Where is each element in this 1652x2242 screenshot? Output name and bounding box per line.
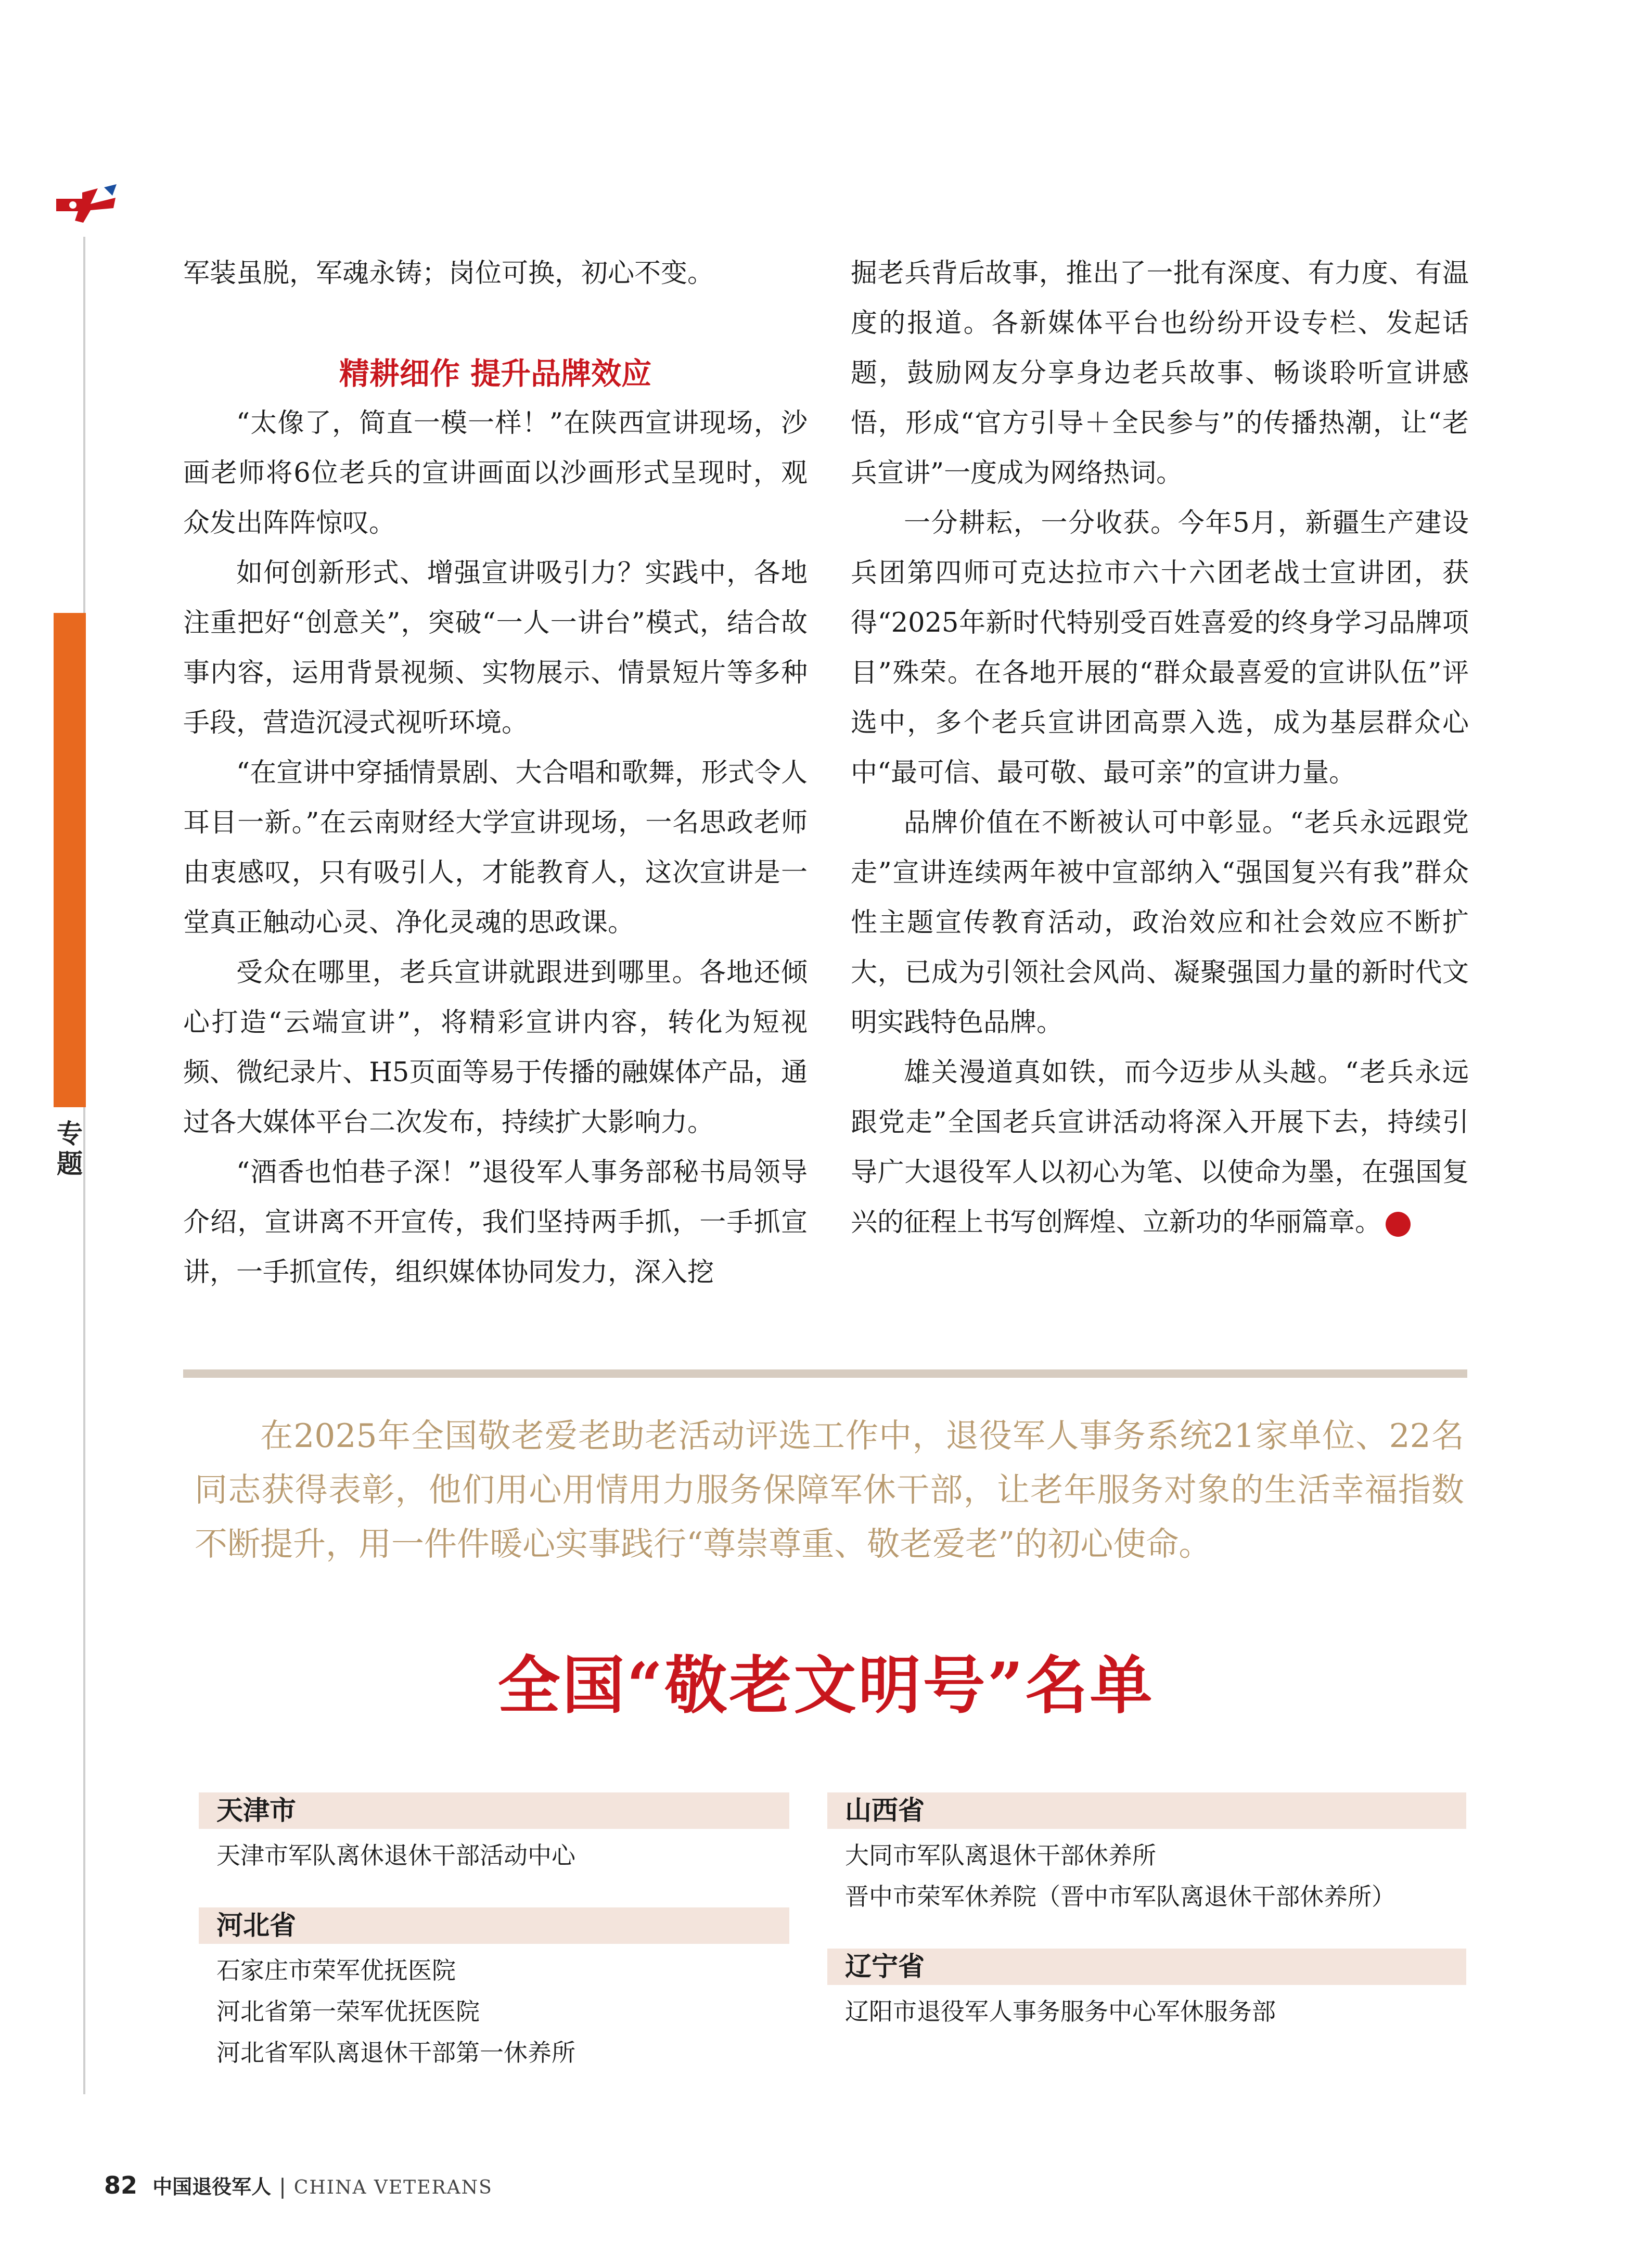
section-color-bar — [54, 613, 86, 1107]
intro-paragraph: 在2025年全国敬老爱老助老活动评选工作中，退役军人事务系统21家单位、22名同志获得表彰，他们用心用情用力服务保障军休干部，让老年服务对象的生活幸福指数不断提升，用一件件暖心实事践行“尊崇尊重、敬老爱老”的初心使命。 — [195, 1417, 1464, 1563]
body-paragraph — [183, 748, 808, 948]
paragraph-text: “在宣讲中穿插情景剧、大合唱和歌舞，形式令人耳目一新。”在云南财经大学宣讲现场，一名思政老师由衷感叹，只有吸引人，才能教育人，这次宣讲是一堂真正触动心灵、净化灵魂的思政课。 — [183, 758, 808, 938]
paragraph-text: 军装虽脱，军魂永铸；岗位可换，初心不变。 — [183, 258, 714, 289]
paragraph-text: 品牌价值在不断被认可中彰显。“老兵永远跟党走”宣讲连续两年被中宣部纳入“强国复兴有我”群众性主题宣传教育活动，政治效应和社会效应不断扩大，已成为引领社会风尚、凝聚强国力量的新时代文明实践特色品牌。 — [851, 808, 1469, 1038]
paragraph-text: 一分耕耘，一分收获。今年5月，新疆生产建设兵团第四师可克达拉市六十六团老战士宣讲团，获得“2025年新时代特别受百姓喜爱的终身学习品牌项目”殊荣。在各地开展的“群众最喜爱的宣讲队伍”评选中，多个老兵宣讲团高票入选，成为基层群众心中“最可信、最可敬、最可亲”的宣讲力量。 — [851, 508, 1469, 788]
list-item: 石家庄市荣军优抚医院 — [216, 1956, 456, 1984]
list-item: 天津市军队离休退休干部活动中心 — [216, 1841, 575, 1869]
body-paragraph — [183, 399, 808, 548]
body-paragraph — [183, 1148, 808, 1298]
body-paragraph — [851, 798, 1469, 1048]
province-heading: 辽宁省 — [827, 1949, 1466, 1985]
province-heading: 天津市 — [199, 1792, 789, 1829]
award-intro — [195, 1409, 1464, 1571]
article-column-left — [183, 249, 808, 1298]
body-paragraph — [183, 249, 808, 299]
article-column-right — [851, 249, 1469, 1248]
subheading: 精耕细作 提升品牌效应 — [339, 356, 652, 391]
magazine-name-en: CHINA VETERANS — [293, 2177, 493, 2198]
page-number: 82 — [104, 2171, 138, 2199]
section-divider — [183, 1369, 1467, 1378]
body-paragraph — [851, 1048, 1469, 1248]
magazine-logo-icon — [52, 182, 120, 226]
paragraph-text: “酒香也怕巷子深！”退役军人事务部秘书局领导介绍，宣讲离不开宣传，我们坚持两手抓，一手抓宣讲，一手抓宣传，组织媒体协同发力，深入挖 — [183, 1157, 808, 1288]
province-heading: 河北省 — [199, 1907, 789, 1944]
province-section — [827, 1792, 1466, 1917]
body-paragraph — [183, 548, 808, 748]
body-paragraph — [851, 249, 1469, 498]
page-footer — [104, 2171, 493, 2199]
list-column-left — [199, 1792, 789, 2105]
paragraph-spacer — [183, 299, 808, 349]
list-column-right — [827, 1792, 1466, 2064]
list-item: 大同市军队离退休干部休养所 — [845, 1841, 1156, 1869]
province-section — [199, 1792, 789, 1876]
paragraph-text: “太像了，简直一模一样！”在陕西宣讲现场，沙画老师将6位老兵的宣讲画面以沙画形式呈现时，观众发出阵阵惊叹。 — [183, 408, 808, 539]
province-section — [827, 1949, 1466, 2032]
province-section — [199, 1907, 789, 2073]
list-item: 河北省军队离退休干部第一休养所 — [216, 2039, 575, 2067]
paragraph-text: 如何创新形式、增强宣讲吸引力？实践中，各地注重把好“创意关”，突破“一人一讲台”模式，结合故事内容，运用背景视频、实物展示、情景短片等多种手段，营造沉浸式视听环境。 — [183, 558, 808, 738]
list-item: 晋中市荣军休养院（晋中市军队离退休干部休养所） — [845, 1882, 1395, 1911]
paragraph-text: 雄关漫道真如铁，而今迈步从头越。“老兵永远跟党走”全国老兵宣讲活动将深入开展下去，持续引导广大退役军人以初心为笔、以使命为墨，在强国复兴的征程上书写创辉煌、立新功的华丽篇章。 — [851, 1057, 1469, 1238]
list-title: 全国“敬老文明号”名单 — [497, 1649, 1155, 1722]
list-item: 辽阳市退役军人事务服务中心军休服务部 — [845, 1997, 1276, 2026]
paragraph-text: 受众在哪里，老兵宣讲就跟进到哪里。各地还倾心打造“云端宣讲”，将精彩宣讲内容，转化为短视频、微纪录片、H5页面等易于传播的融媒体产品，通过各大媒体平台二次发布，持续扩大影响力。 — [183, 957, 808, 1138]
paragraph-text: 掘老兵背后故事，推出了一批有深度、有力度、有温度的报道。各新媒体平台也纷纷开设专栏、发起话题，鼓励网友分享身边老兵故事、畅谈聆听宣讲感悟，形成“官方引导＋全民参与”的传播热潮，让“老兵宣讲”一度成为网络热词。 — [851, 258, 1469, 489]
body-paragraph — [851, 498, 1469, 798]
section-label: 专题 — [57, 1119, 83, 1179]
magazine-name: 中国退役军人 — [152, 2175, 272, 2198]
article-end-icon: V — [1386, 1212, 1411, 1237]
body-paragraph — [183, 948, 808, 1148]
list-item: 河北省第一荣军优抚医院 — [216, 1997, 480, 2026]
province-heading: 山西省 — [827, 1792, 1466, 1829]
footer-separator: | — [279, 2175, 286, 2199]
